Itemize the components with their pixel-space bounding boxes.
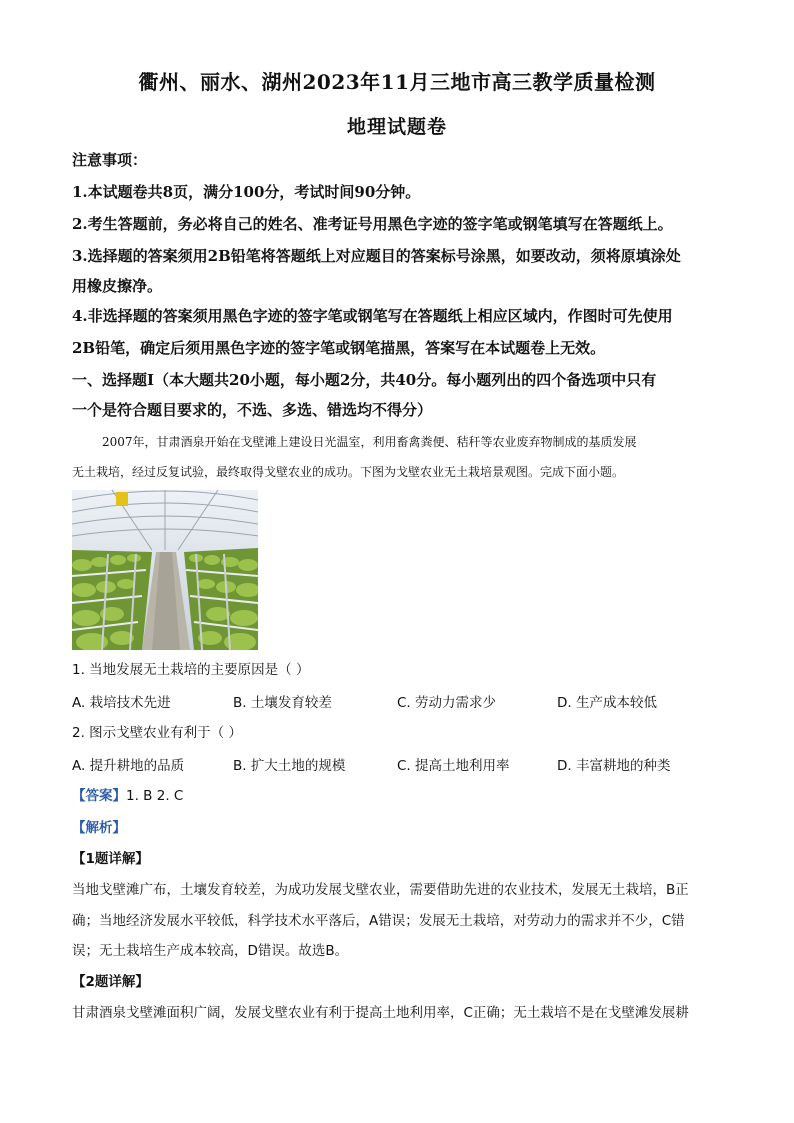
section-heading: 一、选择题Ⅰ（本大题共20小题，每小题2分，共40分。每小题列出的四个备选项中只有 bbox=[72, 371, 657, 389]
note-item-1: 1.本试题卷共8页，满分100分，考试时间90分钟。 bbox=[72, 183, 421, 201]
answer-line bbox=[72, 786, 183, 806]
note-item-4: 4.非选择题的答案须用黑色字迹的签字笔或钢笔写在答题纸上相应区域内，作图时可先使用 bbox=[72, 307, 673, 325]
detail-2-tag: 【2题详解】 bbox=[72, 974, 149, 990]
note-item-2: 2.考生答题前，务必将自己的姓名、准考证号用黑色字迹的签字笔或钢笔填写在答题纸上。 bbox=[72, 215, 673, 233]
notes-heading: 注意事项： bbox=[72, 151, 148, 169]
question-2-stem: 2. 图示戈壁农业有利于（ ） bbox=[72, 725, 242, 741]
detail-1-line-1: 当地戈壁滩广布，土壤发育较差，为成功发展戈壁农业，需要借助先进的农业技术，发展无土栽培，B正 bbox=[72, 882, 689, 898]
note-item-4-cont: 2B铅笔，确定后须用黑色字迹的签字笔或钢笔描黑，答案写在本试题卷上无效。 bbox=[72, 339, 606, 357]
q1-option-d[interactable]: D. 生产成本较低 bbox=[557, 695, 657, 711]
q2-option-c[interactable]: C. 提高土地利用率 bbox=[397, 758, 510, 774]
question-1-stem: 1. 当地发展无土栽培的主要原因是（ ） bbox=[72, 662, 310, 678]
analysis-tag: 【解析】 bbox=[72, 820, 126, 836]
intro-paragraph-cont: 无土栽培，经过反复试验，最终取得戈壁农业的成功。下图为戈壁农业无土栽培景观图。完成下面小题。 bbox=[72, 465, 625, 479]
greenhouse-soilless-cultivation-photo bbox=[72, 490, 258, 650]
detail-1-line-2: 确；当地经济发展水平较低，科学技术水平落后，A错误；发展无土栽培，对劳动力的需求并不少，C错 bbox=[72, 913, 685, 929]
q2-option-a[interactable]: A. 提升耕地的品质 bbox=[72, 758, 185, 774]
note-item-3: 3.选择题的答案须用2B铅笔将答题纸上对应题目的答案标号涂黑，如要改动，须将原填涂处 bbox=[72, 247, 681, 265]
q1-option-c[interactable]: C. 劳动力需求少 bbox=[397, 695, 497, 711]
exam-title: 衢州、丽水、湖州2023年11月三地市高三教学质量检测 bbox=[138, 70, 656, 94]
section-heading-cont: 一个是符合题目要求的，不选、多选、错选均不得分） bbox=[72, 401, 433, 419]
note-item-3-cont: 用橡皮擦净。 bbox=[72, 277, 163, 295]
intro-paragraph: 2007年，甘肃酒泉开始在戈壁滩上建设日光温室，利用畜禽粪便、秸秆等农业废弃物制成的基质发展 bbox=[102, 435, 637, 449]
detail-1-tag: 【1题详解】 bbox=[72, 851, 149, 867]
detail-2-line-1: 甘肃酒泉戈壁滩面积广阔，发展戈壁农业有利于提高土地利用率，C正确；无土栽培不是在戈壁滩发展耕 bbox=[72, 1005, 689, 1021]
exam-subtitle: 地理试题卷 bbox=[346, 116, 447, 138]
q1-option-b[interactable]: B. 土壤发育较差 bbox=[233, 695, 332, 711]
answer-tag: 【答案】 bbox=[72, 788, 126, 804]
q2-option-d[interactable]: D. 丰富耕地的种类 bbox=[557, 758, 671, 774]
q2-option-b[interactable]: B. 扩大土地的规模 bbox=[233, 758, 346, 774]
answer-values: 1. B 2. C bbox=[126, 788, 184, 804]
q1-option-a[interactable]: A. 栽培技术先进 bbox=[72, 695, 171, 711]
detail-1-line-3: 误；无土栽培生产成本较高，D错误。故选B。 bbox=[72, 943, 349, 959]
